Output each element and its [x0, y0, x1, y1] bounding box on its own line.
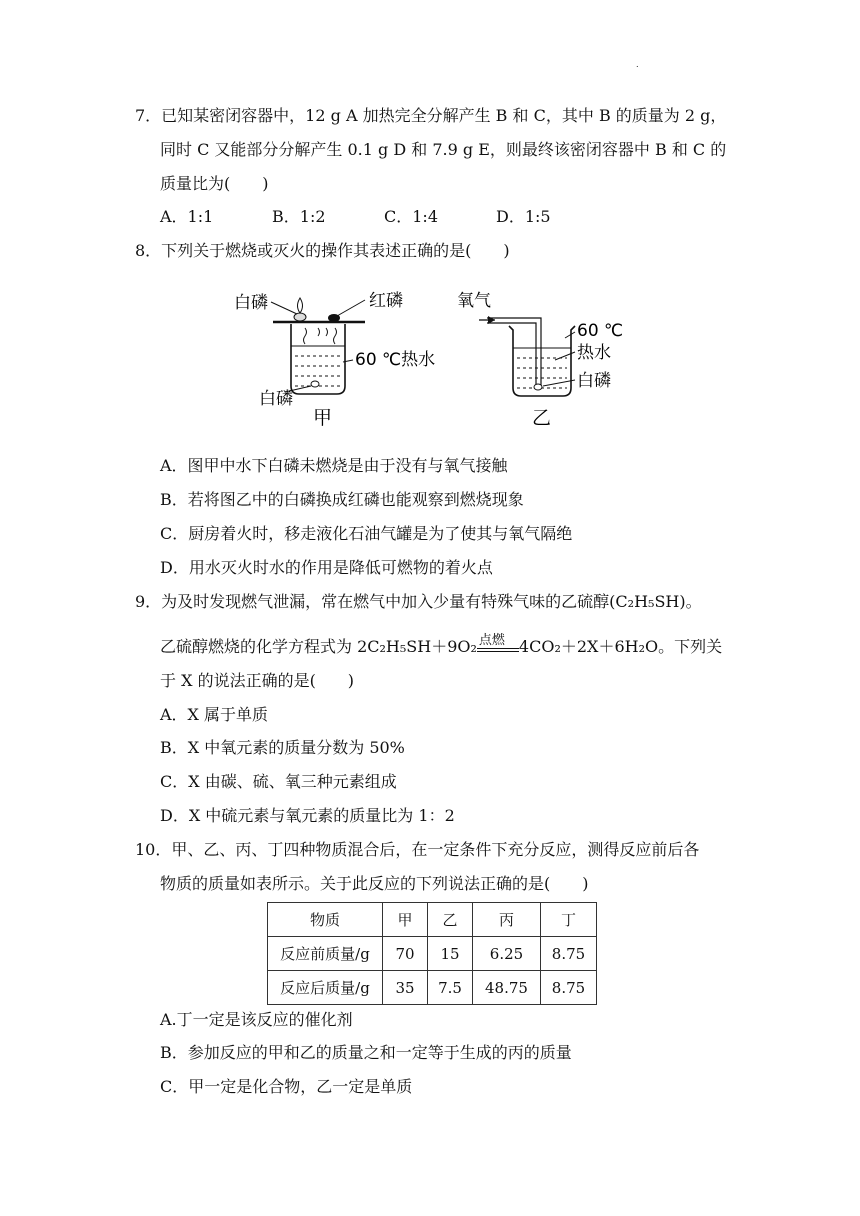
q7-option-b[interactable]: B．1:2	[272, 207, 326, 226]
figure-jia-name: 甲	[313, 407, 333, 429]
q9-option-c[interactable]: C．X 由碳、硫、氧三种元素组成	[160, 772, 397, 791]
q8-option-a[interactable]: A．图甲中水下白磷未燃烧是由于没有与氧气接触	[160, 456, 508, 475]
q7-option-d[interactable]: D．1:5	[496, 207, 551, 226]
figure-jia	[234, 291, 435, 429]
q7-stem-line2: 同时 C 又能部分分解产生 0.1 g D 和 7.9 g E，则最终该密闭容器中 B 和 C 的	[160, 140, 727, 159]
q7-option-a[interactable]: A．1:1	[160, 207, 214, 226]
label-white-phosphorus-top: 白磷	[234, 293, 268, 313]
page-mark: .	[636, 60, 639, 69]
figure-yi-name: 乙	[532, 407, 552, 429]
table-cell: 6.25	[473, 937, 541, 971]
q9-option-a[interactable]: A．X 属于单质	[160, 705, 269, 724]
label-white-phosphorus-yi: 白磷	[577, 371, 611, 391]
reaction-condition: 点燃	[478, 633, 505, 648]
table-cell: 反应前质量/g	[268, 937, 383, 971]
combustion-experiment-figure	[225, 284, 635, 434]
q8-option-c[interactable]: C．厨房着火时，移走液化石油气罐是为了使其与氧气隔绝	[160, 524, 573, 543]
table-header-cell: 乙	[428, 903, 473, 937]
q10-stem-line2: 物质的质量如表所示。关于此反应的下列说法正确的是( )	[160, 874, 589, 893]
table-cell: 8.75	[541, 971, 597, 1005]
table-cell: 15	[428, 937, 473, 971]
table-cell: 70	[383, 937, 428, 971]
table-cell: 35	[383, 971, 428, 1005]
q9-stem-line1: 9．为及时发现燃气泄漏，常在燃气中加入少量有特殊气味的乙硫醇(C₂H₅SH)。	[135, 592, 702, 611]
table-cell: 反应后质量/g	[268, 971, 383, 1005]
label-red-phosphorus: 红磷	[369, 291, 403, 311]
table-cell: 48.75	[473, 971, 541, 1005]
q9-equation-reactants: 乙硫醇燃烧的化学方程式为 2C₂H₅SH＋9O₂	[160, 637, 477, 656]
q9-option-b[interactable]: B．X 中氧元素的质量分数为 50%	[160, 738, 405, 757]
q10-option-a[interactable]: A.丁一定是该反应的催化剂	[160, 1010, 353, 1029]
q10-option-c[interactable]: C．甲一定是化合物，乙一定是单质	[160, 1077, 413, 1096]
q7-stem-line3: 质量比为( )	[160, 174, 269, 193]
q9-equation-products: 4CO₂＋2X＋6H₂O。下列关	[518, 637, 723, 656]
figure-yi	[457, 291, 623, 429]
table-cell: 8.75	[541, 937, 597, 971]
table-header-cell: 甲	[383, 903, 428, 937]
q8-stem: 8．下列关于燃烧或灭火的操作其表述正确的是( )	[135, 241, 510, 260]
table-header-row	[268, 903, 597, 937]
table-header-cell: 物质	[268, 903, 383, 937]
table-header-cell: 丙	[473, 903, 541, 937]
table-cell: 7.5	[428, 971, 473, 1005]
label-hot-water-yi: 热水	[577, 343, 611, 363]
reaction-condition-arrow	[477, 633, 519, 657]
label-oxygen: 氧气	[457, 291, 491, 311]
q7-options	[160, 207, 608, 227]
q7-stem-line1: 7．已知某密闭容器中，12 g A 加热完全分解产生 B 和 C，其中 B 的质量为 2 g，	[135, 106, 727, 125]
q7-option-c[interactable]: C．1:4	[384, 207, 438, 226]
label-hot-water-jia: 60 ℃热水	[355, 350, 436, 370]
q9-stem-line3: 于 X 的说法正确的是( )	[160, 671, 355, 690]
label-temp-yi: 60 ℃	[577, 321, 624, 341]
q10-stem-line1: 10．甲、乙、丙、丁四种物质混合后，在一定条件下充分反应，测得反应前后各	[135, 840, 700, 859]
table-header-cell: 丁	[541, 903, 597, 937]
q9-equation-line	[160, 633, 723, 657]
q10-option-b[interactable]: B．参加反应的甲和乙的质量之和一定等于生成的丙的质量	[160, 1043, 572, 1062]
mass-table	[267, 902, 597, 1005]
table-row	[268, 937, 597, 971]
table-row	[268, 971, 597, 1005]
q8-option-b[interactable]: B．若将图乙中的白磷换成红磷也能观察到燃烧现象	[160, 490, 524, 509]
q8-option-d[interactable]: D．用水灭火时水的作用是降低可燃物的着火点	[160, 558, 493, 577]
label-white-phosphorus-bottom: 白磷	[259, 389, 293, 409]
q9-option-d[interactable]: D．X 中硫元素与氧元素的质量比为 1：2	[160, 806, 455, 825]
